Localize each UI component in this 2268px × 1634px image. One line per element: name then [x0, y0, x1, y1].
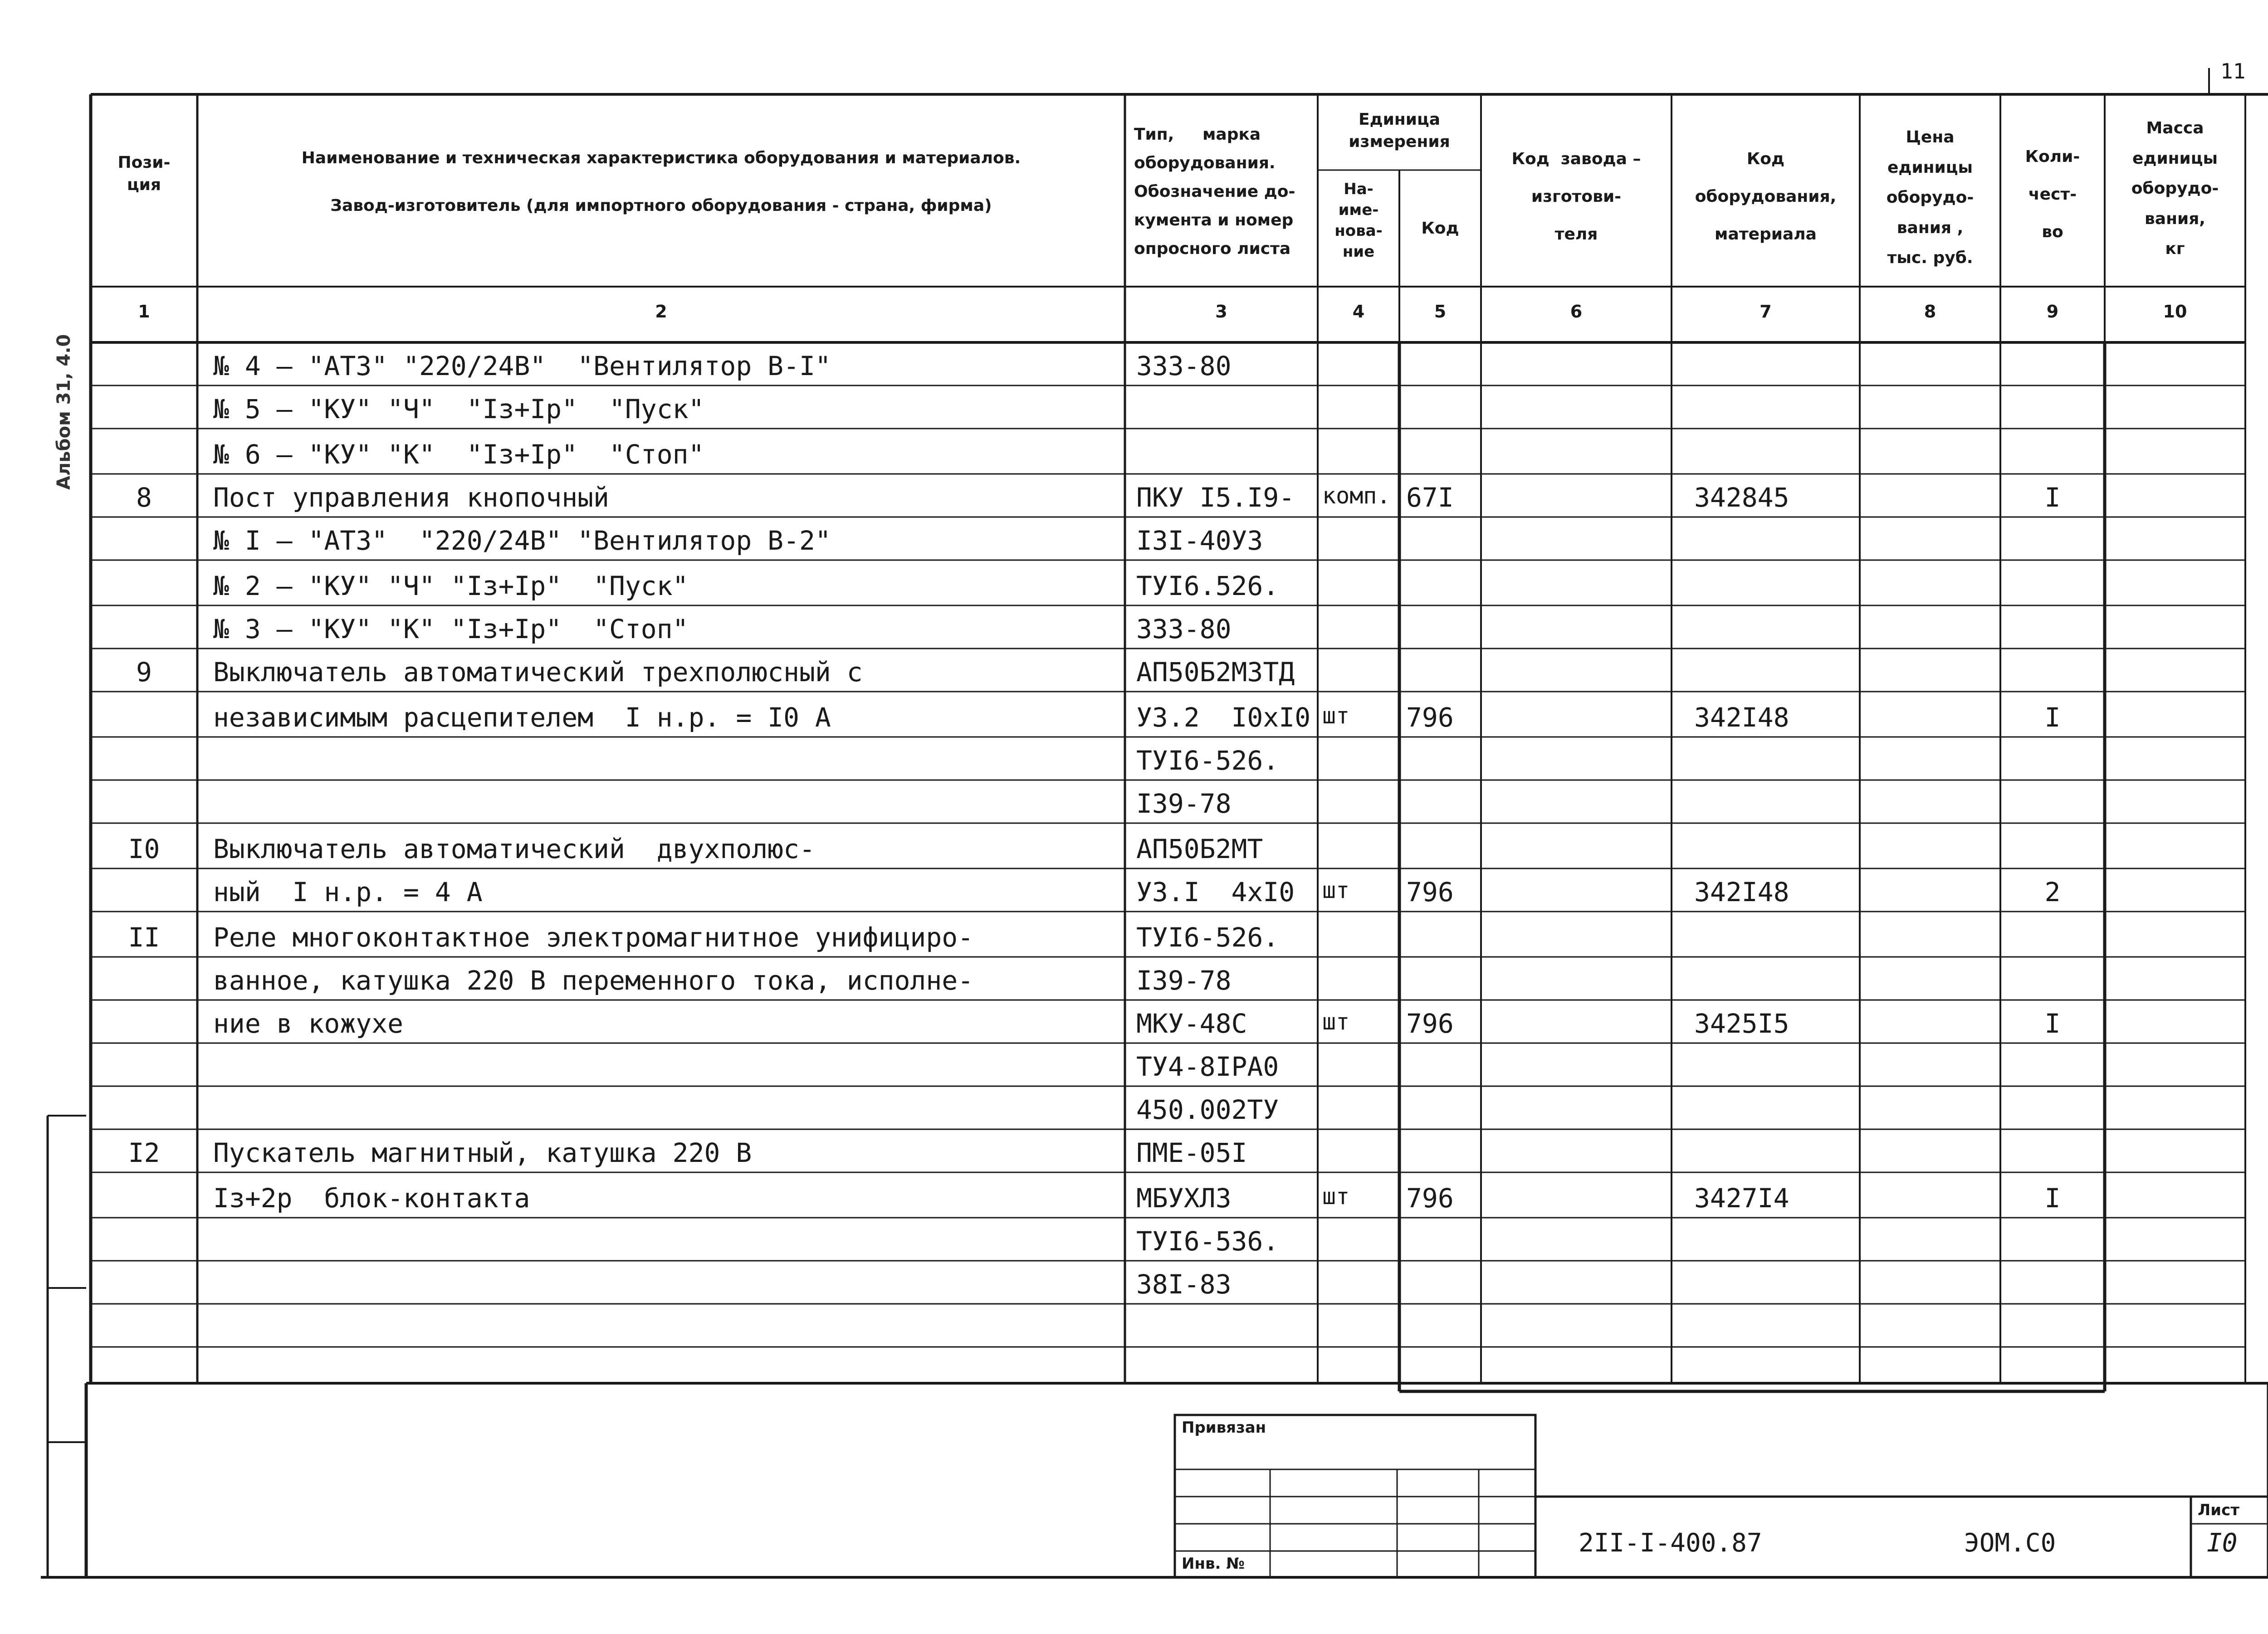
side-label: Альбом 31, 4.0: [54, 334, 74, 490]
cell-type: МБУХЛ3: [1136, 1183, 1232, 1214]
header-position: Пози- ция: [117, 153, 171, 194]
cell-name: независимым расцепителем I н.р. = I0 А: [213, 702, 831, 733]
cell-type: I3I-40У3: [1136, 525, 1263, 556]
cell-equipment-code: 3425I5: [1694, 1008, 1789, 1039]
cell-position: II: [128, 922, 160, 953]
cell-quantity: I: [2044, 1183, 2061, 1214]
cell-unit-code: 796: [1406, 877, 1454, 907]
cell-name: ние в кожухе: [213, 1008, 404, 1039]
cell-type: 333-80: [1136, 614, 1232, 644]
sheet-number: I0: [2207, 1528, 2238, 1558]
cell-name: Пускатель магнитный, катушка 220 В: [213, 1137, 752, 1168]
cell-type: 450.002ТУ: [1136, 1094, 1279, 1125]
cell-quantity: I: [2044, 702, 2061, 733]
bound-label: Привязан: [1182, 1419, 1266, 1437]
cell-unit-name: шт: [1322, 877, 1350, 903]
cell-unit-code: 796: [1406, 1183, 1454, 1214]
header-unit: Единица измерения: [1349, 110, 1450, 151]
col-number: 4: [1352, 302, 1365, 322]
cell-type: АП50Б2МЗТД: [1136, 657, 1295, 688]
cell-name: Iз+2р блок-контакта: [213, 1183, 530, 1214]
col-number: 2: [655, 302, 667, 322]
cell-name: № 3 – "КУ" "К" "Iз+Iр" "Стоп": [213, 614, 689, 644]
header-maker-code: Код завода – изготови- теля: [1511, 150, 1641, 244]
cell-type: ТУI6-536.: [1136, 1226, 1279, 1257]
cell-quantity: 2: [2044, 877, 2061, 907]
header-equipment-code: Код оборудования, материала: [1695, 150, 1837, 244]
cell-position: 9: [136, 657, 152, 688]
cell-name: Выключатель автоматический двухполюс-: [213, 834, 815, 864]
col-number: 7: [1760, 302, 1772, 322]
cell-name: ный I н.р. = 4 А: [213, 877, 483, 907]
cell-type: ТУI6-526.: [1136, 922, 1279, 953]
cell-equipment-code: 342845: [1694, 482, 1789, 513]
cell-unit-name: шт: [1322, 1009, 1350, 1035]
document-mark: ЭОМ.С0: [1964, 1528, 2056, 1558]
cell-name: Пост управления кнопочный: [213, 482, 609, 513]
col-number: 10: [2163, 302, 2187, 322]
cell-position: I2: [128, 1137, 160, 1168]
cell-type: I39-78: [1136, 788, 1232, 819]
col-number: 1: [138, 302, 150, 322]
header-type: Тип, марка оборудования. Обозначение до- кумента и номер опросного листа: [1134, 125, 1295, 258]
cell-type: ТУ4-8IРА0: [1136, 1051, 1279, 1082]
inventory-label: Инв. №: [1182, 1555, 1245, 1573]
cell-quantity: I: [2044, 482, 2061, 513]
header-quantity: Коли- чест- во: [2025, 147, 2080, 241]
header-unit-name: На- име- нова- ние: [1334, 180, 1383, 261]
cell-name: № 4 – "АТЗ" "220/24В" "Вентилятор В-I": [213, 351, 831, 381]
cell-unit-code: 67I: [1406, 482, 1454, 513]
header-unit-code: Код: [1421, 219, 1459, 238]
cell-name: № 5 – "КУ" "Ч" "Iз+Iр" "Пуск": [213, 394, 704, 424]
cell-unit-code: 796: [1406, 702, 1454, 733]
cell-unit-name: шт: [1322, 702, 1350, 729]
col-number: 5: [1434, 302, 1447, 322]
cell-unit-name: комп.: [1322, 483, 1391, 509]
header-price: Цена единицы оборудо- вания , тыс. руб.: [1886, 128, 1974, 268]
cell-position: I0: [128, 834, 160, 864]
cell-type: ТУI6.526.: [1136, 571, 1279, 601]
cell-name: № 2 – "КУ" "Ч" "Iз+Iр" "Пуск": [213, 571, 689, 601]
col-number: 9: [2046, 302, 2059, 322]
cell-type: 333-80: [1136, 351, 1232, 381]
cell-name: Выключатель автоматический трехполюсный с: [213, 657, 863, 688]
document-code: 2II-I-400.87: [1579, 1528, 1762, 1558]
cell-type: ПКУ I5.I9-: [1136, 482, 1295, 513]
cell-type: ПМЕ-05I: [1136, 1137, 1247, 1168]
page-marker: 11: [2220, 59, 2246, 83]
header-name-line1: Наименование и техническая характеристика оборудования и материалов.: [301, 149, 1021, 167]
cell-unit-code: 796: [1406, 1008, 1454, 1039]
cell-type: У3.I 4хI0: [1136, 877, 1295, 907]
cell-name: Реле многоконтактное электромагнитное унифициро-: [213, 922, 974, 953]
header-name-line2: Завод-изготовитель (для импортного оборудования - страна, фирма): [330, 196, 992, 215]
col-number: 8: [1924, 302, 1936, 322]
header-mass: Масса единицы оборудо- вания, кг: [2131, 119, 2219, 259]
cell-quantity: I: [2044, 1008, 2061, 1039]
cell-equipment-code: 342I48: [1694, 702, 1789, 733]
cell-equipment-code: 342I48: [1694, 877, 1789, 907]
cell-type: У3.2 I0хI0: [1136, 702, 1311, 733]
cell-name: № I – "АТЗ" "220/24В" "Вентилятор В-2": [213, 525, 831, 556]
cell-name: № 6 – "КУ" "К" "Iз+Iр" "Стоп": [213, 439, 704, 470]
sheet-label: Лист: [2198, 1501, 2239, 1519]
cell-unit-name: шт: [1322, 1183, 1350, 1210]
cell-type: АП50Б2МТ: [1136, 834, 1263, 864]
col-number: 3: [1215, 302, 1227, 322]
col-number: 6: [1570, 302, 1583, 322]
cell-name: ванное, катушка 220 В переменного тока, исполне-: [213, 965, 974, 996]
cell-type: ТУI6-526.: [1136, 745, 1279, 776]
cell-type: МКУ-48С: [1136, 1008, 1247, 1039]
cell-type: I39-78: [1136, 965, 1232, 996]
cell-equipment-code: 3427I4: [1694, 1183, 1789, 1214]
cell-type: 38I-83: [1136, 1269, 1232, 1300]
cell-position: 8: [136, 482, 152, 513]
